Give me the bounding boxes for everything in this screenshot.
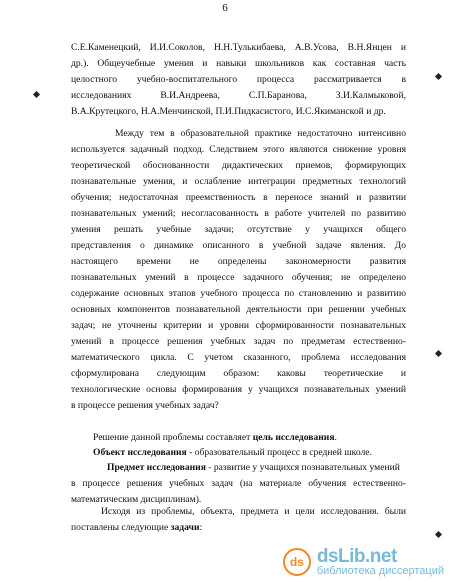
text-line: содержание основных этапов учебного процесса по становлению и развитию: [71, 288, 406, 299]
page-number: 6: [222, 2, 228, 14]
goal-term: цель исследования: [252, 432, 335, 443]
watermark-brand: dsLib.net: [316, 545, 397, 567]
text-line: основных компонентов познавательной деятельности при решении учебных: [71, 304, 406, 315]
object-term: Объект исследования: [93, 447, 187, 458]
watermark-subtitle: библиотека диссертаций: [316, 565, 444, 578]
watermark-logo-icon: ds: [283, 548, 311, 576]
goal-suffix: .: [334, 432, 337, 443]
text-line: Исходя из проблемы, объекта, предмета и цели исследования. были: [101, 506, 406, 517]
scan-mark: [435, 73, 442, 80]
text-line: представления о динамике описанного в учебной задаче явления. До: [71, 240, 406, 251]
text-line: используется задачный подход. Следствием этого являются снижение уровня: [71, 144, 406, 155]
paragraph-1: [71, 40, 406, 120]
text-line: умения решать учебные задачи; отсутствие у учащихся общего: [71, 224, 406, 235]
text-line: теоретической обоснованности дидактических приемов, формирующих: [71, 160, 406, 171]
text-line: обучения; недостаточная преемственность в переносе знаний и развитии: [71, 192, 406, 203]
text-line: задач; не уточнены критерии и уровни сформированности познавательных: [71, 320, 406, 331]
goal-prefix: Решение данной проблемы составляет: [93, 432, 253, 443]
text-line: сформулирована следующим образом: каковы теоретические и: [71, 368, 406, 379]
text-line: в процессе решения учебных задач?: [71, 400, 219, 411]
text-line: настоящего времени не определены закономерности развития: [71, 256, 406, 267]
text-line: С.Е.Каменецкий, И.И.Соколов, Н.Н.Тулькибаева, А.В.Усова, В.Н.Янцен и: [71, 42, 406, 53]
scan-mark: [435, 350, 442, 357]
text-line: др.). Общеучебные умения и навыки школьников как составная часть: [71, 58, 406, 69]
object-paragraph: [71, 445, 406, 461]
text-line: В.А.Крутецкого, Н.А.Менчинской, П.И.Пидкасистого, И.С.Якиманской и др.: [71, 106, 386, 117]
subject-text: - развитие у учащихся познавательных умений: [205, 462, 400, 473]
text-line: познавательных умений; несогласованность в работе учителей по развитию: [71, 208, 406, 219]
scan-mark: [435, 531, 442, 538]
text-line: Между тем в образовательной практике недостаточно интенсивно: [115, 128, 406, 139]
text-line: целостного учебно-воспитательного процесса рассматривается в: [71, 74, 406, 85]
text-line: умений в процессе решения учебных задач по предметам естественно-: [71, 336, 406, 347]
subject-term: Предмет исследования: [107, 462, 206, 473]
paragraph-2: [71, 126, 406, 414]
text-line: в процессе решения учебных задач (на материале обучения естественно-: [71, 478, 406, 489]
text-line: познавательные умения, и ослабление интеграции предметных технологий: [71, 176, 406, 187]
text-line: технологические основы формирования у учащихся познавательных умений: [71, 384, 406, 395]
goal-paragraph: [71, 430, 406, 446]
scan-mark: [33, 91, 40, 98]
watermark: [283, 547, 444, 578]
subject-paragraph: [71, 460, 406, 508]
tasks-term: задачи: [170, 522, 200, 533]
text-line: математического цикла. С учетом сказанного, проблема исследования: [71, 352, 406, 363]
text-line: математическим дисциплинам).: [71, 494, 202, 505]
object-text: - образовательный процесс в средней школе.: [186, 447, 372, 458]
tasks-suffix: :: [199, 522, 203, 533]
tasks-prefix: поставлены следующие: [71, 522, 171, 533]
text-line: познавательных умений в процессе задачного обучения; не определено: [71, 272, 406, 283]
tasks-paragraph: [71, 504, 406, 536]
text-line: исследованиях В.И.Андреева, С.П.Баранова, З.И.Калмыковой,: [71, 90, 406, 101]
